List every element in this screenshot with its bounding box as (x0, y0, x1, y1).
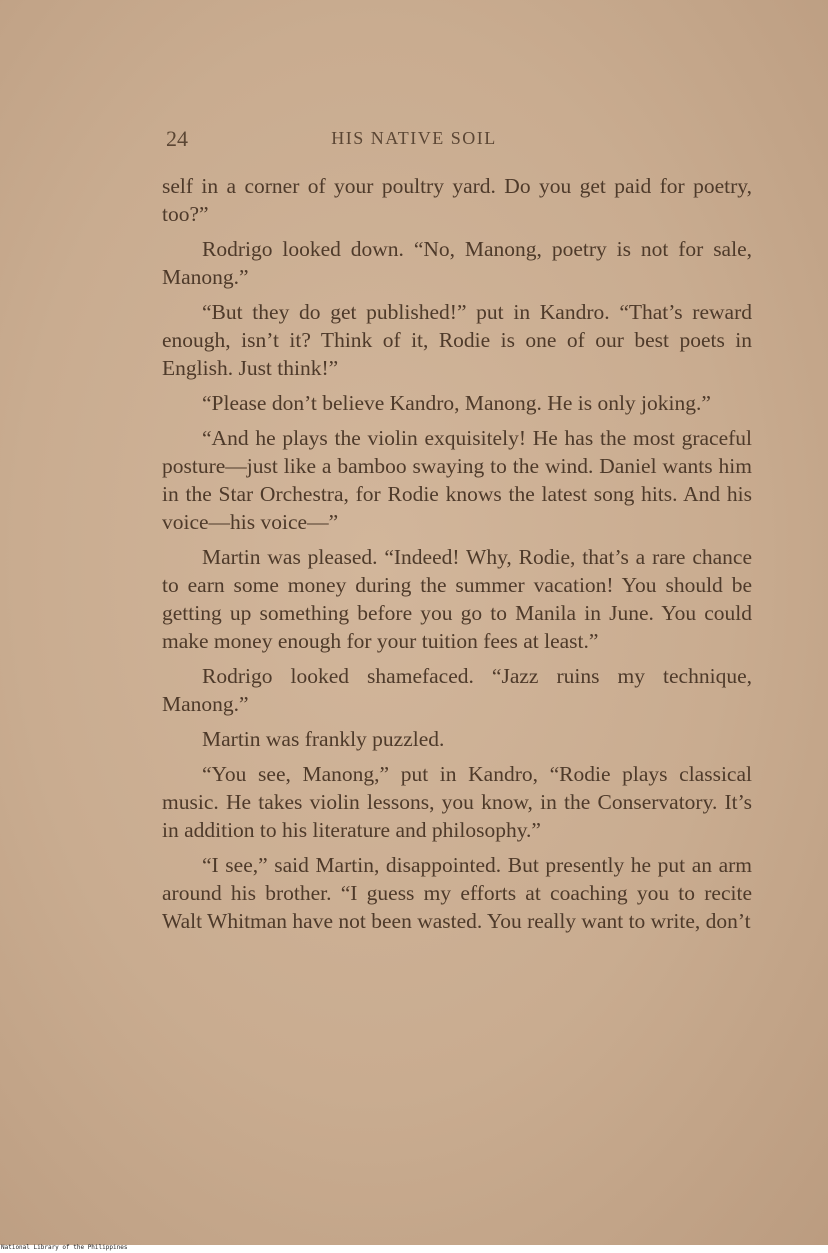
paragraph: Martin was pleased. “Indeed! Why, Rodie, that’s a rare chance to earn some money during the summer vacation! You should be getting up something before you go to Manila in June. You could make money enough for your tuition fees at least.” (162, 545, 752, 653)
paragraph: “I see,” said Martin, disappointed. But presently he put an arm around his brother. “I guess my efforts at coaching you to recite Walt Whitman have not been wasted. You really want to write, don’t (162, 853, 752, 933)
paragraph: Rodrigo looked shamefaced. “Jazz ruins my technique, Manong.” (162, 664, 752, 716)
paragraph: Rodrigo looked down. “No, Manong, poetry is not for sale, Manong.” (162, 237, 752, 289)
paragraph: self in a corner of your poultry yard. Do you get paid for poetry, too?” (162, 174, 752, 226)
page-number: 24 (166, 126, 188, 151)
footer-strip (0, 1245, 828, 1253)
running-head: HIS NATIVE SOIL (331, 128, 497, 148)
paragraph: Martin was frankly puzzled. (202, 727, 445, 751)
paragraph: “But they do get published!” put in Kandro. “That’s reward enough, isn’t it? Think of it, Rodie is one of our best poets in English. Just think!” (162, 300, 752, 380)
library-watermark: National Library of the Philippines (1, 1244, 128, 1251)
page-header (0, 126, 828, 152)
paragraph: “You see, Manong,” put in Kandro, “Rodie plays classical music. He takes violin lessons, you know, in the Conservatory. It’s in addition to his literature and philosophy.” (162, 762, 752, 842)
body-text (162, 172, 752, 942)
paragraph: “Please don’t believe Kandro, Manong. He is only joking.” (202, 391, 711, 415)
paragraph: “And he plays the violin exquisitely! He has the most graceful posture—just like a bamboo swaying to the wind. Daniel wants him in the Star Orchestra, for Rodie knows the latest song hits. And his voice—his voice—” (162, 426, 752, 534)
